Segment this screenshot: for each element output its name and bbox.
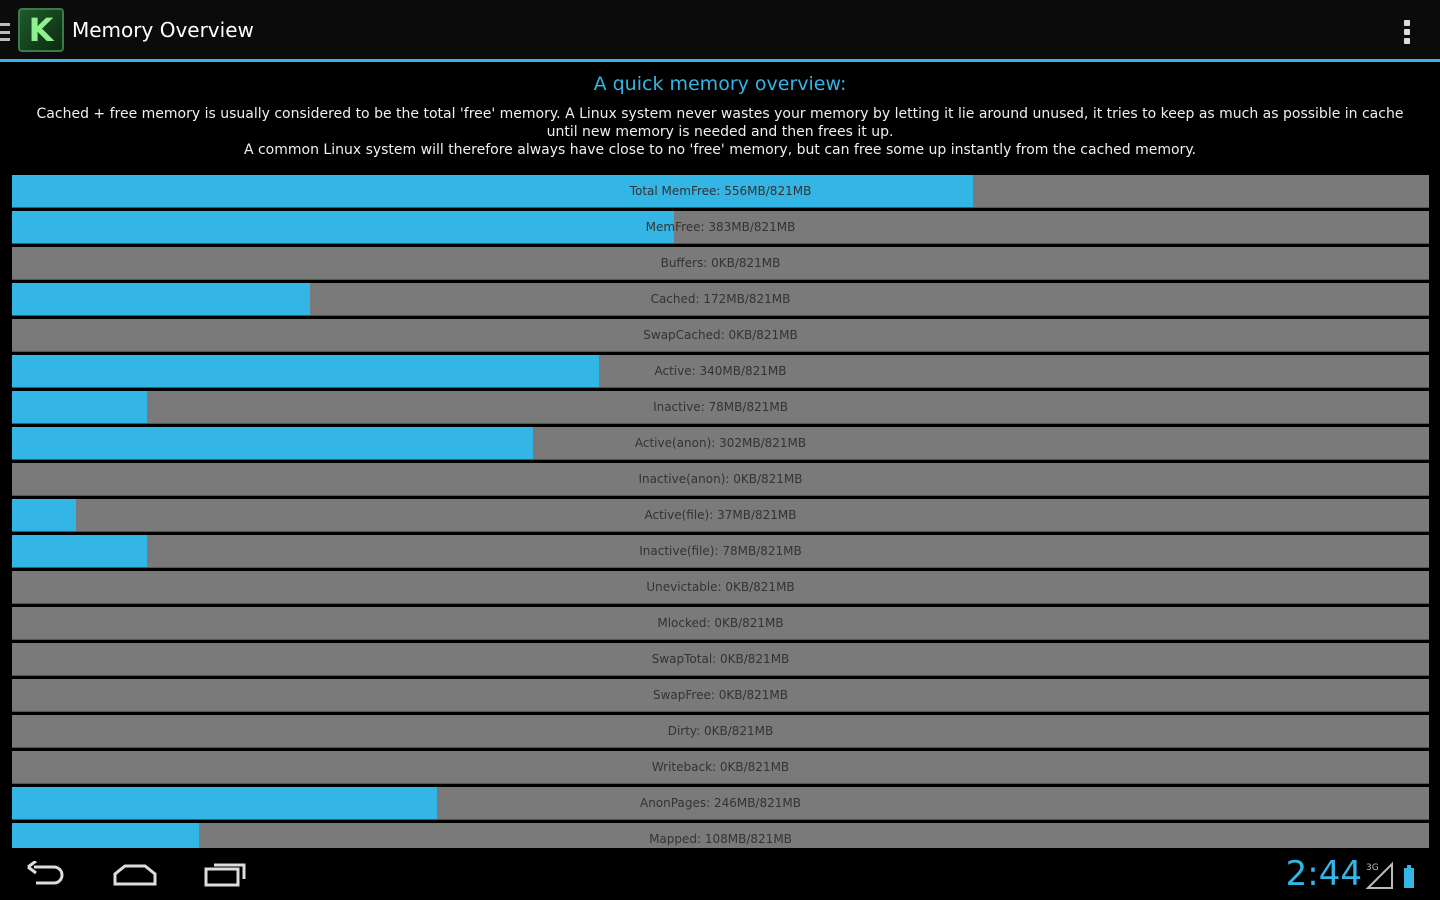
memory-bar bbox=[12, 787, 1429, 820]
memory-bar bbox=[12, 499, 1429, 532]
memory-bar-label: Inactive(file): 78MB/821MB bbox=[639, 544, 802, 558]
memory-bar-label: Writeback: 0KB/821MB bbox=[651, 760, 790, 774]
memory-bar bbox=[12, 211, 1429, 244]
memory-bar-label: Mapped: 108MB/821MB bbox=[649, 832, 792, 846]
memory-bar bbox=[12, 607, 1429, 640]
status-clock: 2:44 bbox=[1285, 854, 1362, 894]
memory-bar bbox=[12, 391, 1429, 424]
memory-bar bbox=[12, 175, 1429, 208]
memory-bar-label: Buffers: 0KB/821MB bbox=[660, 256, 781, 270]
memory-bar bbox=[12, 823, 1429, 848]
overflow-menu-icon[interactable] bbox=[1404, 20, 1410, 44]
description bbox=[0, 99, 1440, 159]
battery-icon bbox=[1404, 868, 1414, 888]
memory-bar bbox=[12, 355, 1429, 388]
page-heading: A quick memory overview: bbox=[593, 73, 847, 95]
memory-bar bbox=[12, 571, 1429, 604]
memory-bar bbox=[12, 463, 1429, 496]
network-type-label: 3G bbox=[1366, 863, 1379, 873]
system-navigation-bar bbox=[0, 848, 1440, 900]
memory-bar-label: Cached: 172MB/821MB bbox=[650, 292, 791, 306]
status-icons bbox=[1366, 860, 1422, 890]
memory-bar-label: Total MemFree: 556MB/821MB bbox=[629, 184, 812, 198]
recent-apps-icon[interactable] bbox=[196, 858, 256, 890]
memory-bar bbox=[12, 535, 1429, 568]
memory-bar bbox=[12, 319, 1429, 352]
home-icon[interactable] bbox=[105, 858, 165, 890]
memory-bar bbox=[12, 247, 1429, 280]
action-bar bbox=[0, 0, 1440, 62]
memory-bar-label: MemFree: 383MB/821MB bbox=[645, 220, 796, 234]
memory-bars-list[interactable] bbox=[12, 175, 1429, 848]
memory-bar bbox=[12, 715, 1429, 748]
description-line-1: Cached + free memory is usually considered to be the total 'free' memory. A Linux system never wastes your memory by letting it lie around unused, it tries to keep as much as possible in cache until new memory is needed and then frees it up. bbox=[36, 106, 1404, 140]
memory-bar-label: Unevictable: 0KB/821MB bbox=[646, 580, 795, 594]
memory-bar bbox=[12, 427, 1429, 460]
memory-bar-label: AnonPages: 246MB/821MB bbox=[640, 796, 801, 810]
memory-bar-label: Mlocked: 0KB/821MB bbox=[657, 616, 784, 630]
memory-bar bbox=[12, 643, 1429, 676]
memory-bar-label: SwapFree: 0KB/821MB bbox=[653, 688, 788, 702]
app-title: Memory Overview bbox=[72, 18, 254, 42]
memory-bar-label: Dirty: 0KB/821MB bbox=[667, 724, 774, 738]
back-icon[interactable] bbox=[15, 858, 75, 890]
description-line-2: A common Linux system will therefore always have close to no 'free' memory, but can free some up instantly from the cached memory. bbox=[243, 142, 1197, 158]
memory-bar-label: Active(file): 37MB/821MB bbox=[644, 508, 797, 522]
memory-bar-label: SwapCached: 0KB/821MB bbox=[643, 328, 798, 342]
memory-overview-content bbox=[0, 65, 1440, 848]
memory-bar bbox=[12, 283, 1429, 316]
memory-bar-label: SwapTotal: 0KB/821MB bbox=[651, 652, 790, 666]
memory-bar bbox=[12, 751, 1429, 784]
memory-bar-label: Active(anon): 302MB/821MB bbox=[634, 436, 807, 450]
menu-icon[interactable] bbox=[0, 23, 10, 41]
memory-bar-label: Inactive(anon): 0KB/821MB bbox=[638, 472, 803, 486]
app-k-icon[interactable]: K bbox=[18, 8, 64, 52]
memory-bar bbox=[12, 679, 1429, 712]
memory-bar-label: Active: 340MB/821MB bbox=[654, 364, 787, 378]
memory-bar-label: Inactive: 78MB/821MB bbox=[653, 400, 788, 414]
